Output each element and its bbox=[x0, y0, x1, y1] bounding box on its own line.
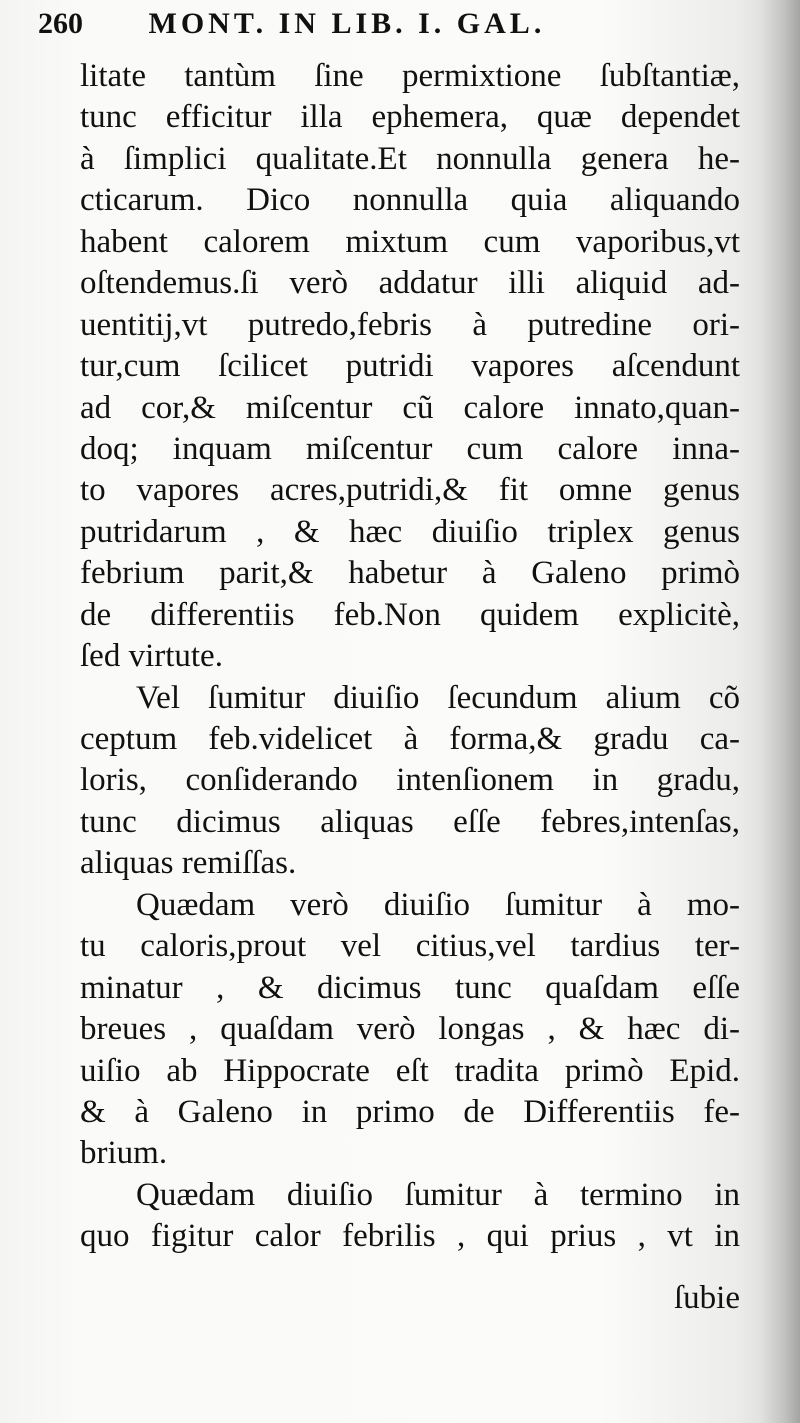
page-gutter-shadow bbox=[760, 0, 800, 1423]
text-line: Vel ſumitur diuiſio ſecundum alium cõ bbox=[136, 679, 740, 716]
page-number: 260 bbox=[38, 7, 83, 40]
text-line: tunc dicimus aliquas eſſe febres,intenſas, bbox=[80, 803, 740, 840]
text-line: habent calorem mixtum cum vaporibus,vt bbox=[80, 223, 740, 260]
text-line: breues , quaſdam verò longas , & hæc di- bbox=[80, 1011, 740, 1048]
text-line: ceptum feb.videlicet à forma,& gradu ca- bbox=[80, 721, 740, 757]
text-line: loris, conſiderando intenſionem in gradu, bbox=[80, 762, 740, 799]
running-title: MONT. IN LIB. I. GAL. bbox=[148, 7, 546, 40]
text-line: litate tantùm ſine permixtione ſubſtantiæ, bbox=[80, 58, 740, 94]
text-line: ad cor,& miſcentur cũ calore innato,quan- bbox=[80, 389, 740, 426]
text-line: aliquas remiſſas. bbox=[80, 845, 297, 882]
text-line: putridarum , & hæc diuiſio triplex genus bbox=[80, 513, 740, 550]
text-line: uentitij,vt putredo,febris à putredine ori- bbox=[80, 306, 740, 343]
text-line: Quædam verò diuiſio ſumitur à mo- bbox=[136, 886, 740, 923]
text-line: à ſimplici qualitate.Et nonnulla genera he- bbox=[80, 140, 740, 177]
text-line: uiſio ab Hippocrate eſt tradita primò Epid. bbox=[80, 1052, 740, 1089]
text-line: de differentiis feb.Non quidem explicitè, bbox=[80, 596, 740, 633]
text-line: cticarum. Dico nonnulla quia aliquando bbox=[80, 182, 740, 219]
text-line: Quædam diuiſio ſumitur à termino in bbox=[136, 1176, 740, 1213]
text-line: to vapores acres,putridi,& fit omne genus bbox=[80, 472, 740, 509]
text-line: brium. bbox=[80, 1135, 168, 1172]
text-line: ſed virtute. bbox=[80, 638, 223, 675]
text-line: & à Galeno in primo de Differentiis fe- bbox=[80, 1093, 740, 1130]
text-line: tur,cum ſcilicet putridi vapores aſcendunt bbox=[80, 348, 740, 385]
text-line: febrium parit,& habetur à Galeno primò bbox=[80, 555, 740, 592]
text-line: tu caloris,prout vel citius,vel tardius ter- bbox=[80, 928, 740, 965]
text-line: quo figitur calor febrilis , qui prius , vt in bbox=[80, 1218, 740, 1255]
catchword: ſubie bbox=[674, 1280, 740, 1316]
text-line: doq; inquam miſcentur cum calore inna- bbox=[80, 430, 740, 467]
text-line: oſtendemus.ſi verò addatur illi aliquid ad- bbox=[80, 265, 740, 302]
text-line: minatur , & dicimus tunc quaſdam eſſe bbox=[80, 969, 740, 1006]
text-line: tunc efficitur illa ephemera, quæ dependet bbox=[80, 99, 740, 136]
running-head bbox=[38, 4, 758, 44]
body-text bbox=[80, 56, 740, 1258]
